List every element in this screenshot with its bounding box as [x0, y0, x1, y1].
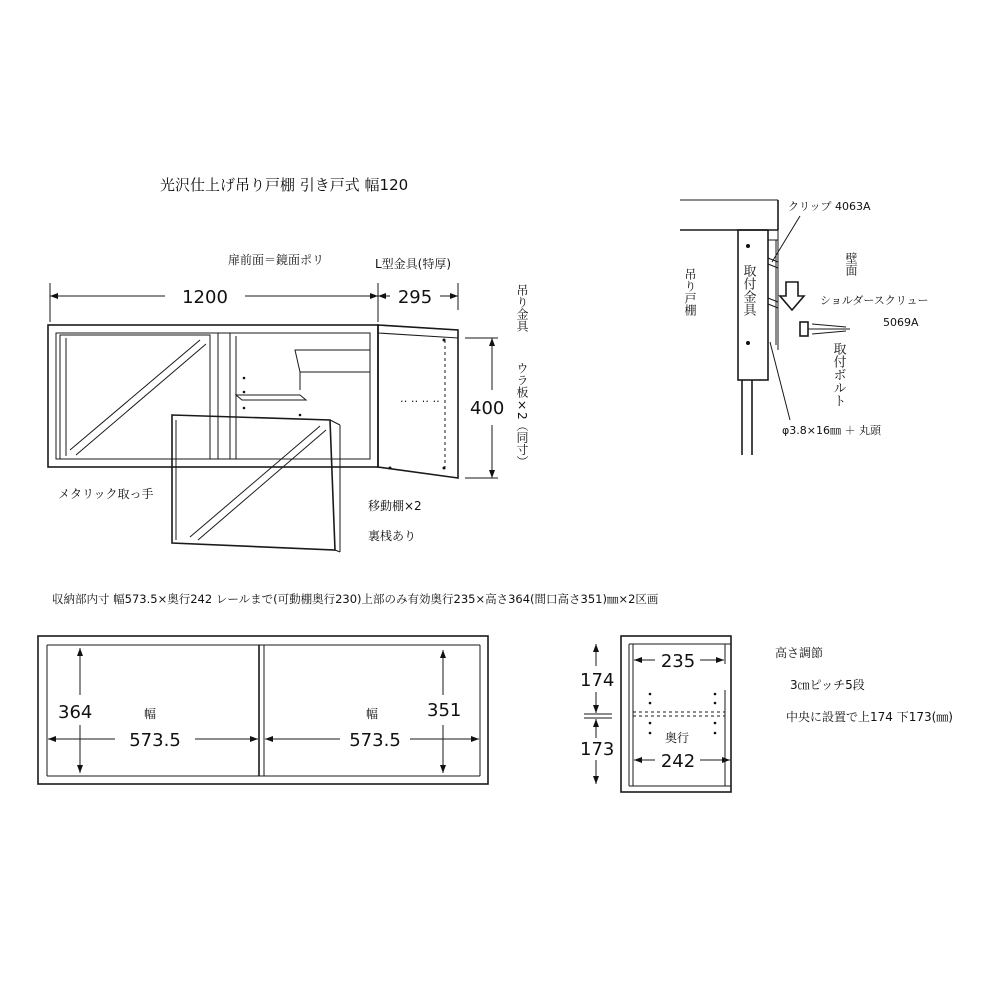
hanging-bracket-label: 吊り金具	[515, 284, 529, 332]
shoulder-screw-code: 5069A	[883, 316, 919, 329]
metallic-handle-label: メタリック取っ手	[58, 487, 154, 501]
movable-shelf-label: 移動棚×2	[368, 499, 422, 513]
screw-spec-label: φ3.8×16㎜ ＋ 丸頭	[782, 424, 881, 437]
interior-dimension-note: 収納部内寸 幅573.5×奥行242 レールまで(可動棚奥行230)上部のみ有効奥行235×高さ364(間口高さ351)㎜×2区画	[52, 592, 659, 606]
width-char-right: 幅	[366, 707, 379, 721]
side-panel-marking: ‥ ‥ ‥ ‥	[400, 392, 440, 405]
shoulder-screw-label: ショルダースクリュー	[820, 294, 929, 307]
opening-height-label: 351	[427, 700, 462, 721]
center-setting-note: 中央に設置で上174 下173(㎜)	[786, 710, 953, 724]
l-bracket-label: L型金具(特厚)	[375, 257, 452, 271]
depth-char: 奥行	[665, 731, 690, 745]
pitch-note: 3㎝ピッチ5段	[790, 678, 865, 692]
mounting-bolt-label: 取付ボルト	[830, 342, 846, 407]
upper-depth-label: 235	[660, 651, 696, 672]
upper-height-label: 174	[580, 670, 615, 691]
inner-height-left-label: 364	[58, 702, 93, 723]
lower-height-label: 173	[580, 739, 615, 760]
side-section	[580, 636, 731, 792]
overall-depth-label: 295	[397, 287, 433, 308]
back-cleat-label: 裏桟あり	[368, 529, 417, 543]
back-panel-label: ウラ板×2（同寸）	[515, 362, 529, 468]
overall-width-label: 1200	[182, 287, 228, 308]
mounting-detail	[680, 200, 928, 455]
hanging-cabinet-label: 吊り戸棚	[683, 268, 697, 316]
overall-height-label: 400	[470, 398, 505, 419]
inner-width-left-label: 573.5	[129, 730, 181, 751]
clip-label: クリップ 4063A	[788, 200, 871, 213]
drawing-title: 光沢仕上げ吊り戸棚 引き戸式 幅120	[160, 176, 409, 194]
door-front-label: 扉前面＝鏡面ポリ	[228, 253, 325, 267]
cabinet-perspective	[48, 252, 529, 552]
inner-width-right-label: 573.5	[349, 730, 401, 751]
wall-label: 壁面	[844, 252, 858, 276]
lower-depth-label: 242	[660, 751, 696, 772]
width-char-left: 幅	[144, 707, 157, 721]
mounting-bracket-label: 取付金具	[740, 264, 756, 316]
height-adjust-title: 高さ調節	[775, 646, 824, 660]
front-elevation	[38, 636, 488, 784]
